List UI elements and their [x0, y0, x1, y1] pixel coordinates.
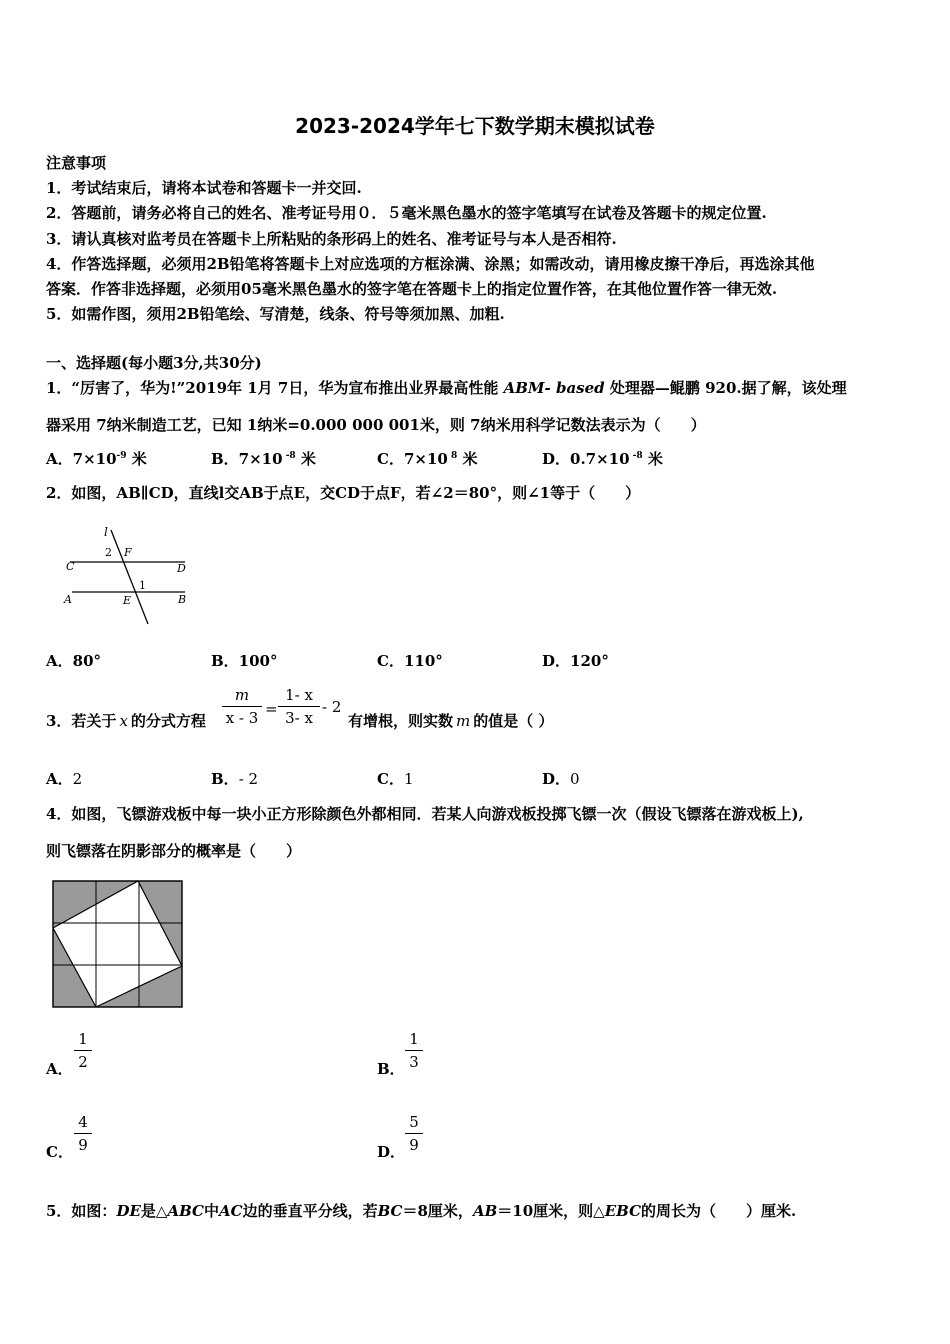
- q1-option-c[interactable]: C．7×10 $^8$ 米: [377, 450, 478, 468]
- note-item: 1．考试结束后，请将本试卷和答题卡一并交回.: [46, 179, 362, 197]
- question-3-suffix: 有增根，则实数 m 的值是（ ）: [348, 712, 554, 730]
- label-f: F: [124, 546, 132, 559]
- q4-option-d-label[interactable]: D．: [377, 1143, 406, 1161]
- label-angle-2: 2: [105, 546, 112, 559]
- q3-fraction-1: m x - 3: [222, 686, 262, 727]
- q4-option-c-fraction[interactable]: 4 9: [74, 1113, 92, 1154]
- note-item: 5．如需作图，须用2B铅笔绘、写清楚，线条、符号等须加黑、加粗.: [46, 305, 505, 323]
- q2-option-c[interactable]: C．110°: [377, 652, 443, 670]
- note-item: 答案．作答非选择题，必须用05毫米黑色墨水的签字笔在答题卡上的指定位置作答，在其他位置作答一律无效.: [46, 280, 778, 298]
- q4-option-d-fraction[interactable]: 5 9: [405, 1113, 423, 1154]
- label-e: E: [123, 594, 132, 607]
- q4-option-b-label[interactable]: B．: [377, 1060, 405, 1078]
- q4-dartboard-figure: [52, 880, 184, 1009]
- q3-minus-2: - 2: [322, 698, 342, 716]
- q4-option-a-label[interactable]: A．: [46, 1060, 73, 1078]
- q1-option-d[interactable]: D．0.7×10 $^{-8}$ 米: [542, 450, 663, 468]
- q2-option-a[interactable]: A．80°: [46, 652, 102, 670]
- q4-option-c-label[interactable]: C．: [46, 1143, 73, 1161]
- label-a: A: [64, 593, 72, 606]
- q4-option-b-fraction[interactable]: 1 3: [405, 1030, 423, 1071]
- q3-option-d[interactable]: D．0: [542, 770, 580, 788]
- label-l: l: [104, 525, 108, 539]
- question-5-text: 5．如图：DE是△ABC中AC边的垂直平分线，若BC＝8厘米，AB＝10厘米，则△EBC的周长为（ ）厘米.: [46, 1202, 797, 1220]
- question-3-text: 3．若关于 x 的分式方程: [46, 712, 206, 730]
- label-angle-1: 1: [139, 579, 146, 592]
- q3-option-a[interactable]: A．2: [46, 770, 83, 788]
- note-item: 2．答题前，请务必将自己的姓名、准考证号用０．５毫米黑色墨水的签字笔填写在试卷及答题卡的规定位置.: [46, 204, 767, 222]
- q1-option-a[interactable]: A．$7\times 10^{-9}$ 米: [46, 450, 147, 468]
- question-1-line1: 1．“厉害了，华为!”2019年 1月 7日，华为宣布推出业界最高性能 ABM- based 处理器—鲲鹏 920.据了解，该处理: [46, 379, 847, 397]
- note-item: 3．请认真核对监考员在答题卡上所粘贴的条形码上的姓名、准考证号与本人是否相符.: [46, 230, 617, 248]
- label-c: C: [66, 560, 75, 573]
- q2-option-b[interactable]: B．100°: [211, 652, 278, 670]
- question-2-text: 2．如图，AB∥CD，直线l交AB于点E，交CD于点F，若∠2＝80°，则∠1等于（ ）: [46, 484, 641, 502]
- q2-option-d[interactable]: D．120°: [542, 652, 609, 670]
- q3-fraction-2: 1- x 3- x: [278, 686, 320, 727]
- q2-parallel-lines-figure: [60, 522, 200, 630]
- label-d: D: [177, 562, 186, 575]
- section-heading: 一、选择题(每小题3分,共30分): [46, 354, 262, 372]
- question-4-line2: 则飞镖落在阴影部分的概率是（ ）: [46, 842, 302, 860]
- line-l: [111, 530, 148, 624]
- question-4-line1: 4．如图，飞镖游戏板中每一块小正方形除颜色外都相同．若某人向游戏板投掷飞镖一次（假设飞镖落在游戏板上),: [46, 805, 804, 823]
- q3-equals: =: [265, 700, 278, 718]
- q4-option-a-fraction[interactable]: 1 2: [74, 1030, 92, 1071]
- question-1-line2: 器采用 7纳米制造工艺，已知 1纳米=0.000 000 001米，则 7纳米用科学记数法表示为（ ）: [46, 416, 706, 434]
- page-title: 2023-2024学年七下数学期末模拟试卷: [295, 114, 655, 138]
- q3-option-c[interactable]: C．1: [377, 770, 414, 788]
- label-b: B: [178, 593, 187, 606]
- notes-heading: 注意事项: [46, 154, 107, 172]
- q3-option-b[interactable]: B．- 2: [211, 770, 259, 788]
- q1-option-b[interactable]: B．7×10 $^{-8}$ 米: [211, 450, 316, 468]
- note-item: 4．作答选择题，必须用2B铅笔将答题卡上对应选项的方框涂满、涂黑；如需改动，请用橡皮擦干净后，再选涂其他: [46, 255, 815, 273]
- q1-abm-text: ABM- based: [503, 379, 605, 397]
